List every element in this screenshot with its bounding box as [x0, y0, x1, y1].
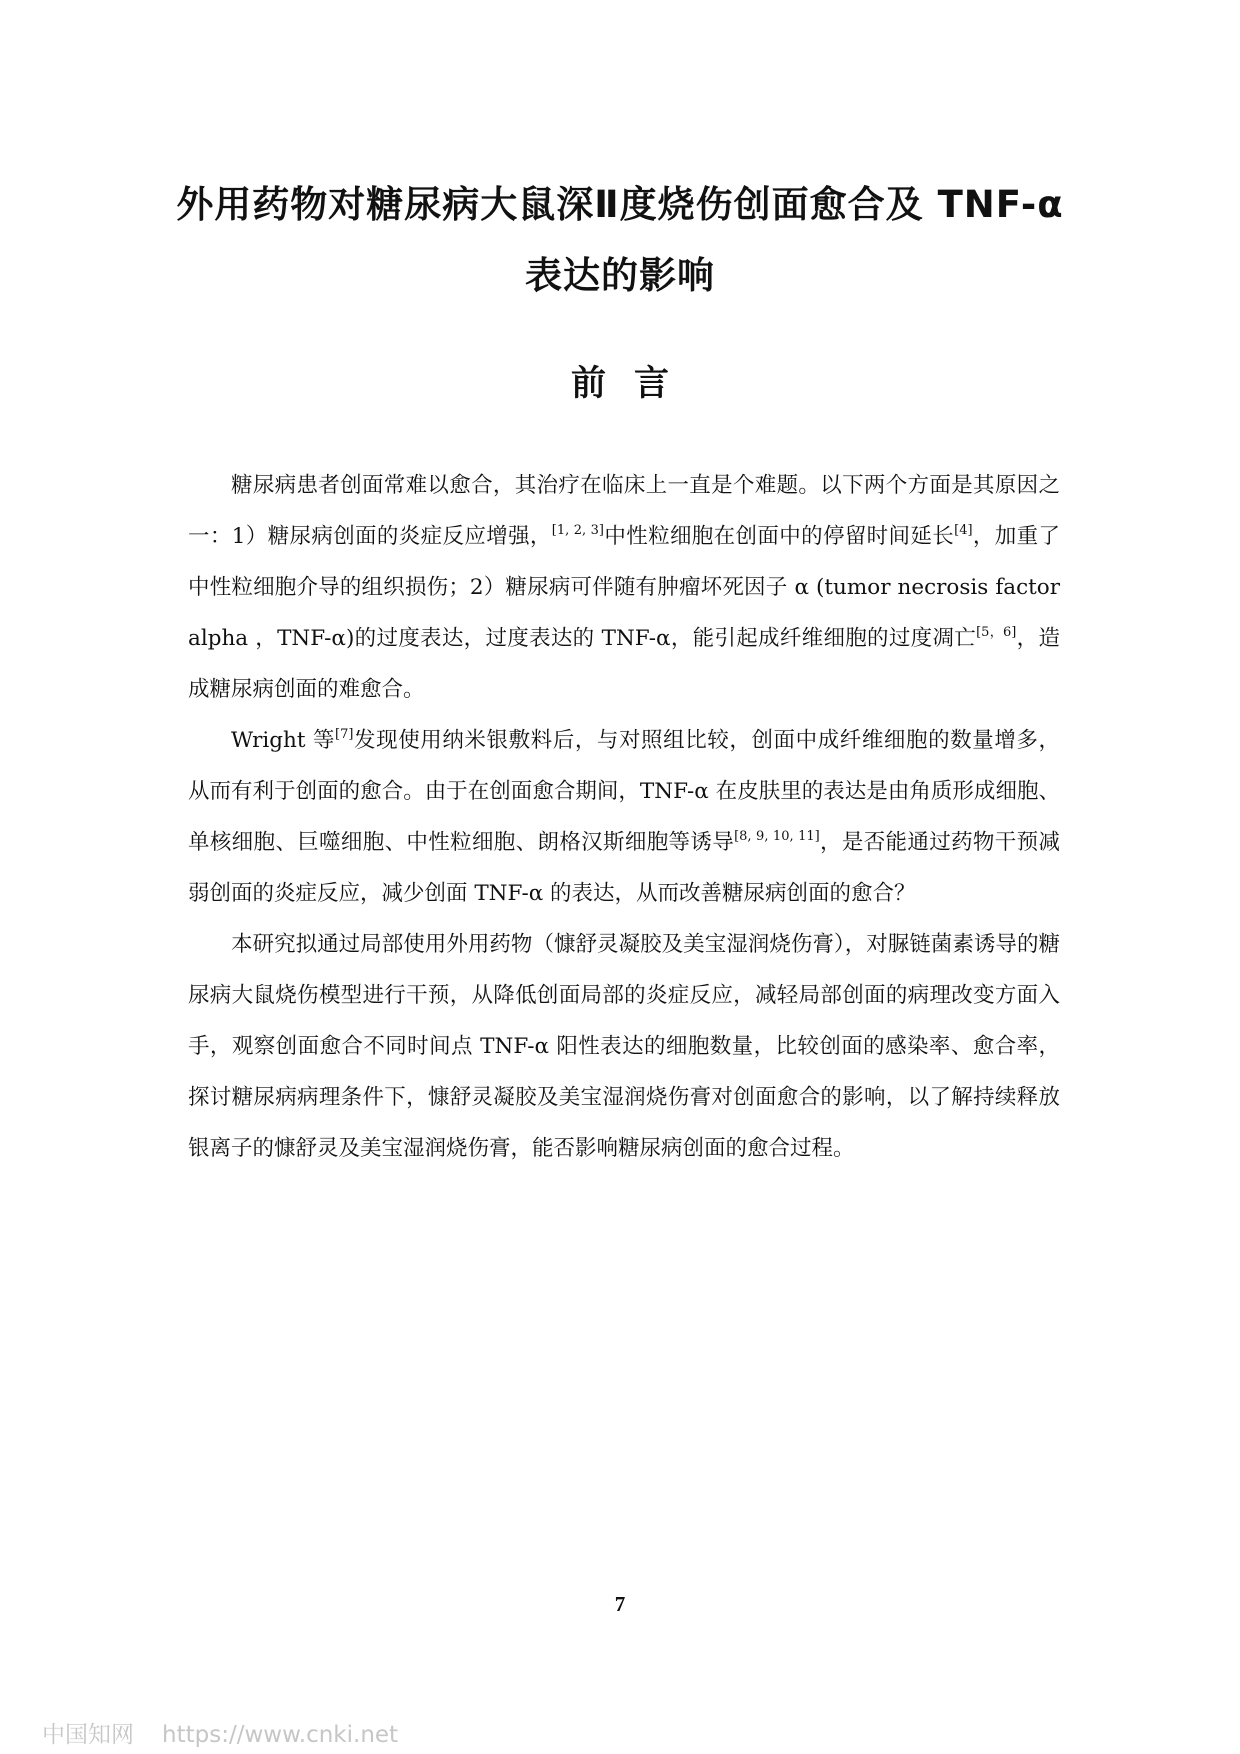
- citation-ref: [5，6]: [976, 625, 1017, 640]
- section-heading: 前言: [570, 364, 697, 404]
- body-text: [188, 460, 1060, 1174]
- paragraph-3: [188, 919, 1060, 1174]
- paragraph-1: [188, 460, 1060, 715]
- citation-ref: [7]: [335, 727, 354, 742]
- text-run: 中性粒细胞在创面中的停留时间延长: [604, 524, 955, 549]
- citation-ref: [4]: [954, 523, 973, 538]
- text-run: ，加重了中性粒细胞介导的组织损伤；2）糖尿病可伴随有肿瘤坏死因子 α (tumor necrosis factor alpha ，TNF-α)的过度表达，过度表达的 TNF-α，能引起成纤维细胞的过度凋亡: [188, 524, 1060, 651]
- watermark-brand: 中国知网: [42, 1722, 134, 1748]
- watermark: [42, 1716, 398, 1749]
- watermark-url: https://www.cnki.net: [162, 1722, 399, 1748]
- paper-title-line-1: 外用药物对糖尿病大鼠深Ⅱ度烧伤创面愈合及 TNF-α: [176, 183, 1064, 226]
- paragraph-2: [188, 715, 1060, 919]
- text-run: 本研究拟通过局部使用外用药物（慷舒灵凝胶及美宝湿润烧伤膏），对脲链菌素诱导的糖尿病大鼠烧伤模型进行干预，从降低创面局部的炎症反应，减轻局部创面的病理改变方面入手，观察创面愈合不同时间点 TNF-α 阳性表达的细胞数量，比较创面的感染率、愈合率，探讨糖尿病病理条件下，慷舒灵凝胶及美宝湿润烧伤膏对创面愈合的影响，以了解持续释放银离子的慷舒灵及美宝湿润烧伤膏，能否影响糖尿病创面的愈合过程。: [188, 932, 1060, 1161]
- page-number: 7: [614, 1592, 626, 1616]
- citation-ref: [1, 2, 3]: [551, 523, 605, 538]
- text-run: 糖尿病患者创面常难以愈合，其治疗在临床上一直是个难题。以下两个方面是其原因之一：1）糖尿病创面的炎症反应增强，: [188, 473, 1060, 549]
- paper-title-line-2: 表达的影响: [525, 254, 715, 297]
- citation-ref: [8, 9, 10, 11]: [734, 829, 820, 844]
- text-run: Wright 等: [231, 728, 336, 753]
- text-run: ，造成糖尿病创面的难愈合。: [188, 626, 1060, 702]
- text-run: ，是否能通过药物干预减弱创面的炎症反应，减少创面 TNF-α 的表达，从而改善糖尿病创面的愈合？: [188, 830, 1060, 906]
- text-run: 发现使用纳米银敷料后，与对照组比较，创面中成纤维细胞的数量增多，从而有利于创面的愈合。由于在创面愈合期间，TNF-α 在皮肤里的表达是由角质形成细胞、单核细胞、巨噬细胞、中性粒细胞、朗格汉斯细胞等诱导: [188, 728, 1060, 855]
